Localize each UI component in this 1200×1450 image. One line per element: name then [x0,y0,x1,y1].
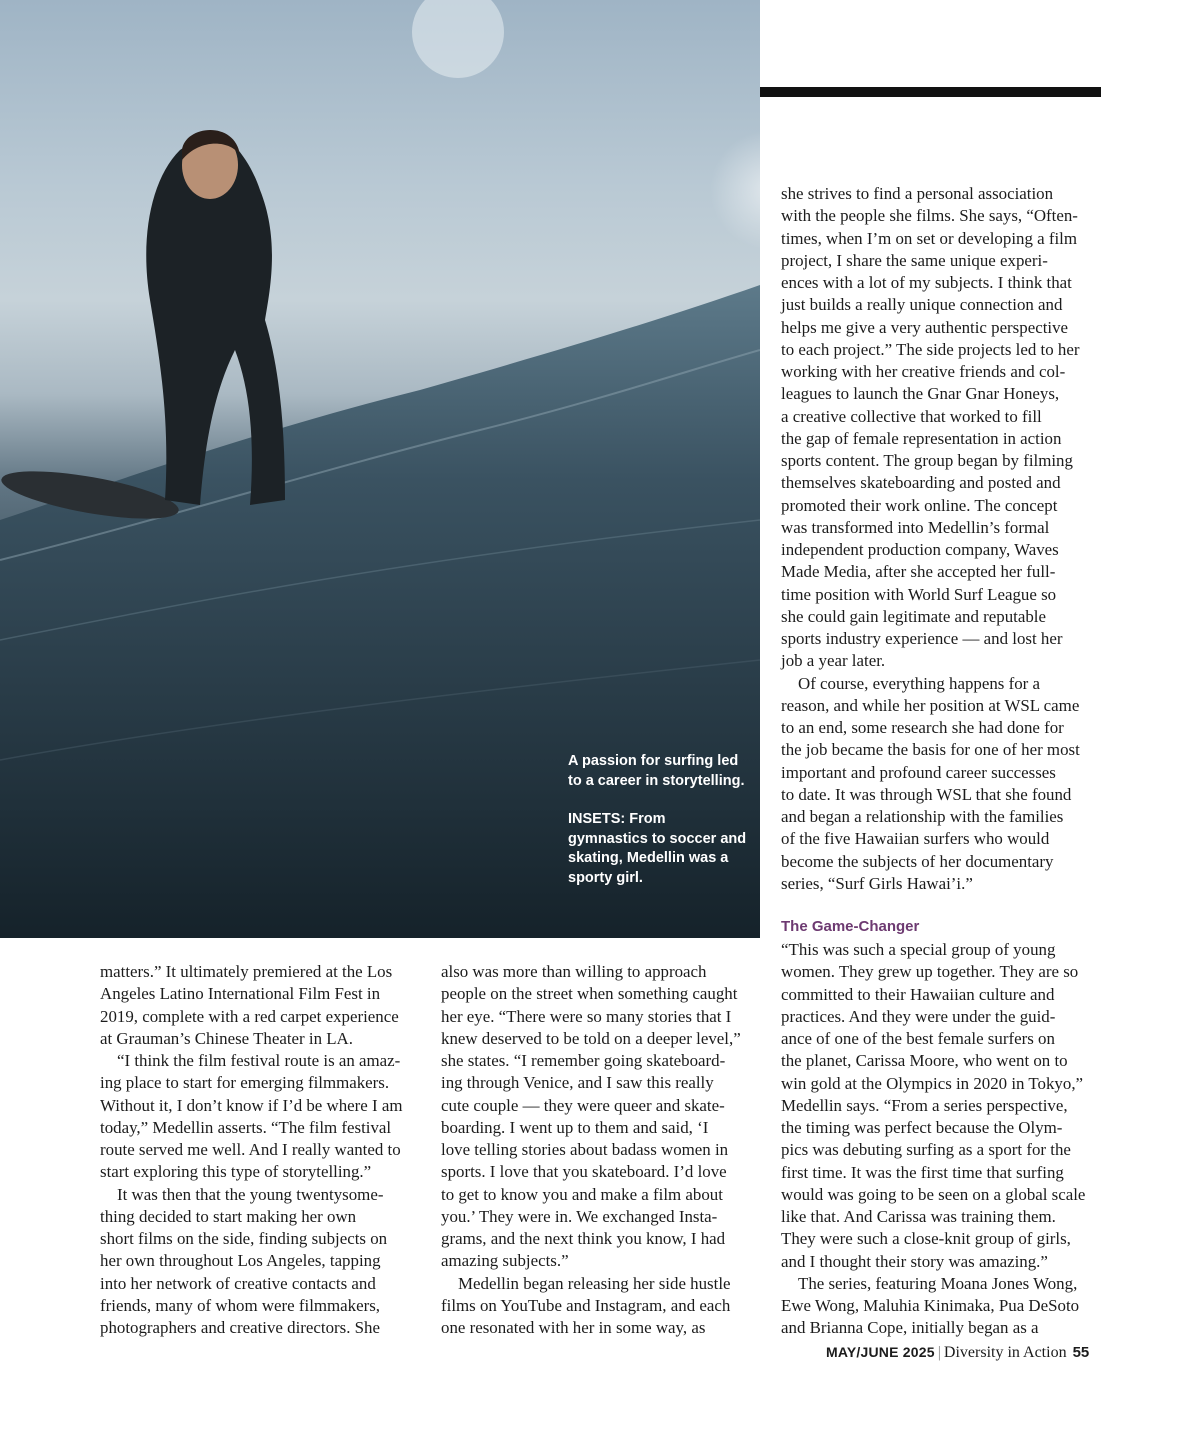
text-line: to an end, some research she had done for [781,718,1064,737]
text-line: important and profound career successes [781,762,1056,782]
text-line: and began a relationship with the families [781,807,1064,826]
text-line: of the five Hawaiian surfers who would [781,829,1050,849]
issue-date: MAY/JUNE 2025 [826,1344,935,1360]
text-line: sports industry experience — and lost her [781,629,1063,648]
text-line: was transformed into Medellin’s formal [781,517,1050,537]
text-line: love telling stories about badass women in [441,1140,729,1159]
text-line: sports. I love that you skateboard. I’d love [441,1162,727,1182]
text-line: themselves skateboarding and posted and [781,473,1061,493]
text-line: women. They grew up together. They are so [781,962,1079,982]
text-line: pics was debuting surfing as a sport for the [781,1140,1071,1160]
text-line: working with her creative friends and col- [781,362,1066,381]
section-subhead: The Game-Changer [781,918,920,935]
text-line: she could gain legitimate and reputable [781,606,1046,626]
text-line: you.’ They were in. We exchanged Insta- [441,1206,718,1226]
text-line: thing decided to start making her own [100,1206,357,1226]
text-line: start exploring this type of storytelling.” [100,1162,372,1182]
text-line: “I think the film festival route is an amaz- [117,1051,401,1070]
text-line: just builds a really unique connection and [781,295,1063,315]
text-line: sports content. The group began by filming [781,451,1073,470]
text-line: friends, many of whom were filmmakers, [100,1295,381,1315]
text-line: Ewe Wong, Maluhia Kinimaka, Pua DeSoto [781,1296,1080,1315]
text-line: ing through Venice, and I saw this really [441,1073,714,1093]
text-line: grams, and the next think you know, I had [441,1229,726,1248]
text-line: today,” Medellin asserts. “The film festival [100,1117,392,1137]
text-line: to date. It was through WSL that she found [781,784,1072,804]
article-column-1 [100,961,425,1339]
text-line: short films on the side, finding subjects on [100,1229,388,1248]
magazine-name: Diversity in Action [943,1344,1067,1361]
text-line: times, when I’m on set or developing a film [781,228,1077,248]
text-line: at Grauman’s Chinese Theater in LA. [100,1028,353,1048]
text-line: project, I share the same unique experi- [781,250,1048,270]
text-line: Angeles Latino International Film Fest in [100,984,381,1004]
text-line: practices. And they were under the guid- [781,1006,1056,1026]
text-line: knew deserved to be told on a deeper level,” [441,1028,741,1048]
text-line: committed to their Hawaiian culture and [781,984,1055,1004]
text-line: and Brianna Cope, initially began as a [781,1318,1039,1338]
text-line: leagues to launch the Gnar Gnar Honeys, [781,384,1060,404]
text-line: The series, featuring Moana Jones Wong, [798,1273,1078,1293]
page-footer [826,1344,1089,1362]
caption-main: A passion for surfing led to a career in storytelling. [568,753,745,789]
text-line: win gold at the Olympics in 2020 in Tokyo,” [781,1073,1084,1093]
text-line: she states. “I remember going skateboard- [441,1051,726,1070]
text-line: the job became the basis for one of her most [781,740,1080,760]
text-line: into her network of creative contacts and [100,1273,376,1293]
caption-insets: INSETS: From gymnastics to soccer and skating, Medellin was a sporty girl. [568,811,747,886]
text-line: Medellin says. “From a series perspective, [781,1095,1068,1115]
text-line: reason, and while her position at WSL came [781,695,1080,715]
text-line: job a year later. [781,651,886,671]
text-line: the gap of female representation in action [781,428,1062,448]
text-line: her eye. “There were so many stories that I [441,1006,732,1026]
article-column-3-bottom [781,939,1106,1340]
text-line: helps me give a very authentic perspective [781,317,1069,337]
text-line: with the people she films. She says, “Often- [781,206,1078,226]
text-line: films on YouTube and Instagram, and each [441,1295,731,1315]
text-line: Without it, I don’t know if I’d be where I am [100,1095,403,1115]
article-column-3-top [781,183,1106,895]
text-line: become the subjects of her documentary [781,851,1054,871]
footer-separator: | [937,1344,941,1361]
text-line: Of course, everything happens for a [798,673,1041,693]
text-line: They were such a close-knit group of girls, [781,1229,1071,1249]
text-line: people on the street when something caught [441,984,738,1004]
text-line: her own throughout Los Angeles, tapping [100,1251,381,1271]
text-line: one resonated with her in some way, as [441,1318,706,1337]
text-line: cute couple — they were queer and skate- [441,1095,725,1115]
text-line: 2019, complete with a red carpet experience [100,1006,399,1026]
text-line: like that. And Carissa was training them. [781,1207,1056,1226]
text-line: and I thought their story was amazing.” [781,1251,1048,1271]
text-line: ing place to start for emerging filmmakers. [100,1073,390,1093]
text-line: route served me well. And I really wanted to [100,1140,401,1159]
text-line: to get to know you and make a film about [441,1184,723,1204]
text-line: photographers and creative directors. She [100,1318,380,1337]
article-column-2 [441,961,766,1339]
text-line: also was more than willing to approach [441,962,707,981]
text-line: would was going to be seen on a global scale [781,1184,1086,1204]
text-line: to each project.” The side projects led to her [781,339,1080,359]
text-line: It was then that the young twentysome- [117,1184,384,1204]
text-line: Made Media, after she accepted her full- [781,562,1056,582]
text-line: first time. It was the first time that surfing [781,1162,1064,1182]
text-line: the planet, Carissa Moore, who went on to [781,1051,1068,1071]
text-line: ance of one of the best female surfers on [781,1029,1055,1048]
text-line: amazing subjects.” [441,1251,569,1271]
text-line: time position with World Surf League so [781,584,1057,604]
text-line: boarding. I went up to them and said, ‘I [441,1117,709,1137]
text-line: independent production company, Waves [781,540,1059,559]
text-line: the timing was perfect because the Olym- [781,1118,1063,1137]
photo-caption [568,752,748,888]
page-number: 55 [1072,1344,1090,1361]
text-line: Medellin began releasing her side hustle [458,1273,731,1293]
text-line: promoted their work online. The concept [781,495,1058,515]
header-rule [760,87,1101,97]
text-line: a creative collective that worked to fill [781,406,1042,426]
surfer-photo [0,0,760,938]
text-line: she strives to find a personal association [781,184,1054,203]
text-line: matters.” It ultimately premiered at the Los [100,962,393,981]
text-line: series, “Surf Girls Hawai’i.” [781,873,973,893]
text-line: “This was such a special group of young [781,940,1056,959]
text-line: ences with a lot of my subjects. I think that [781,273,1072,292]
